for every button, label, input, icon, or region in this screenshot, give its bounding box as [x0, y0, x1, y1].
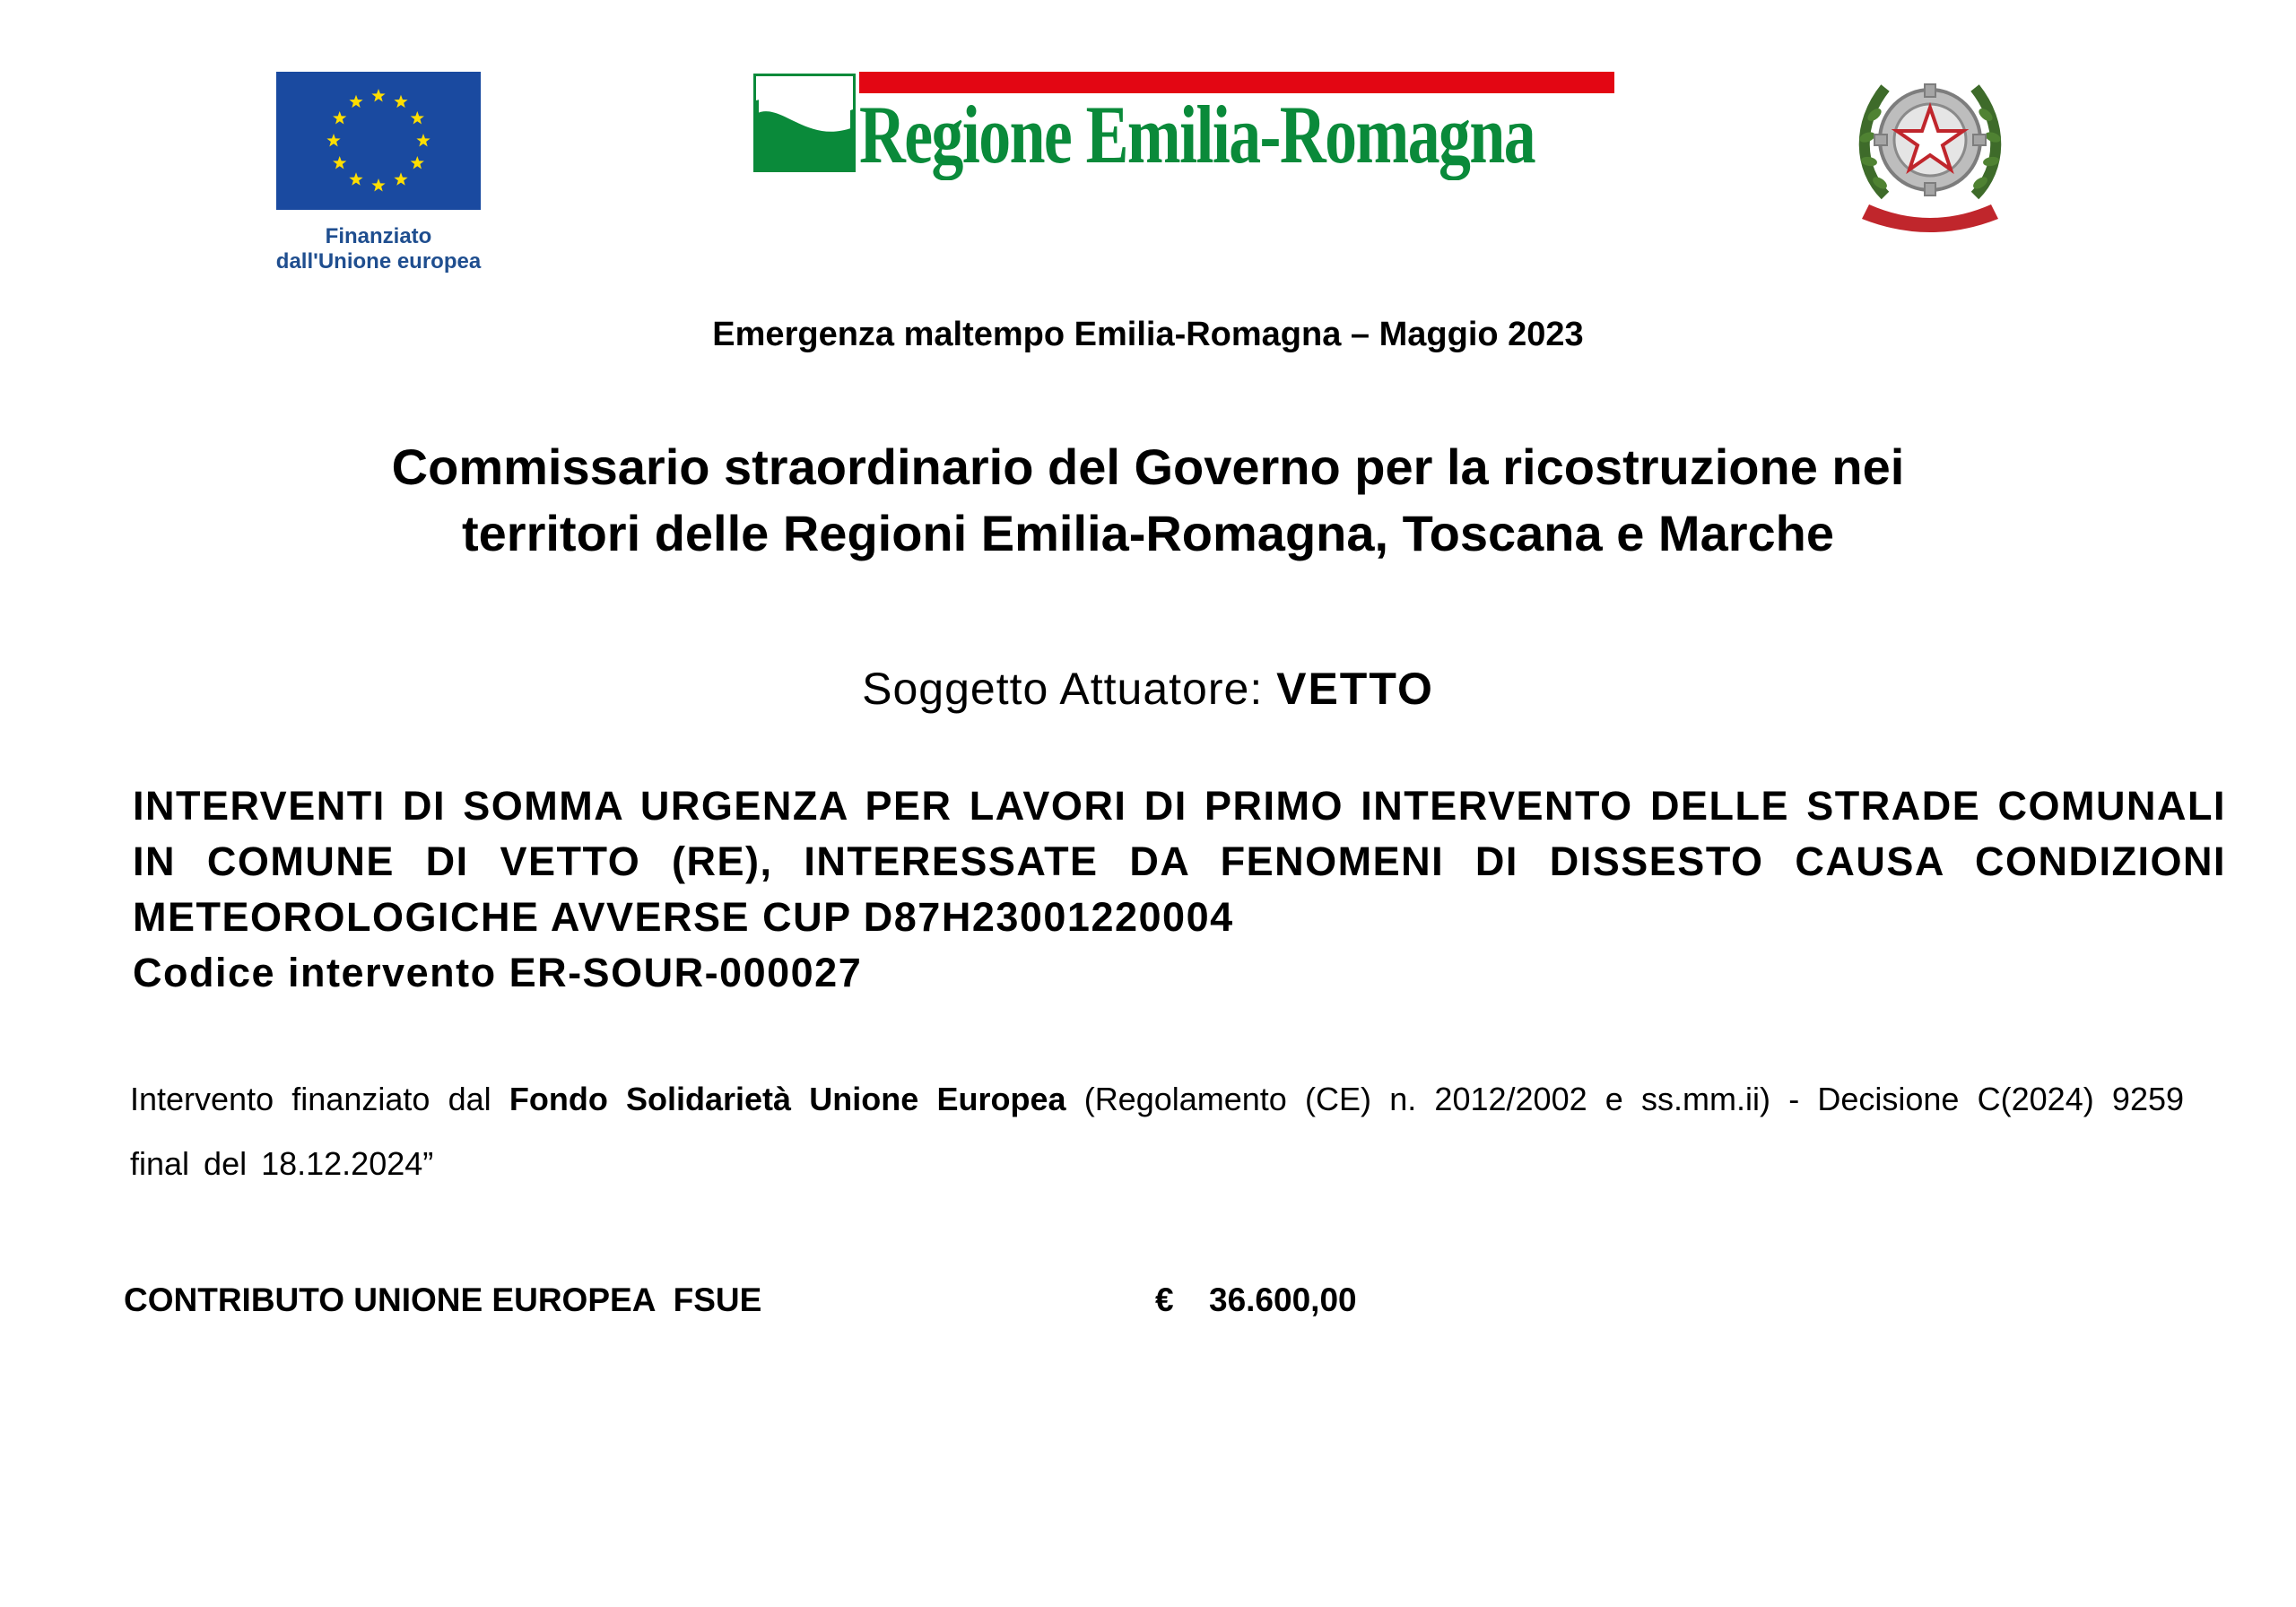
contributo-label: CONTRIBUTO UNIONE EUROPEA FSUE [124, 1281, 762, 1318]
regione-emilia-romagna-logo [753, 72, 1614, 179]
funding-paragraph [130, 1067, 2184, 1196]
region-name: Regione Emilia-Romagna [859, 89, 1535, 180]
interventi-text: INTERVENTI DI SOMMA URGENZA PER LAVORI DI PRIMO INTERVENTO DELLE STRADE COMUNALI IN COMUNE DI VETTO (RE), INTERESSATE DA FENOMENI DI DISSESTO CAUSA CONDIZIONI METEOROLOGICHE AVVERSE CUP D87H23001220004 [133, 783, 2226, 940]
soggetto-value: VETTO [1276, 664, 1434, 714]
funding-suffix: (Regolamento (CE) n. 2012/2002 e ss.mm.ii) - Decisione C(2024) 9259 final del 18.12.2024” [130, 1081, 2185, 1182]
soggetto-label: Soggetto Attuatore: [862, 664, 1277, 714]
document-title [269, 434, 2027, 567]
eu-caption [253, 224, 504, 274]
funding-prefix: Intervento finanziato dal [130, 1081, 509, 1117]
regione-emilia-romagna-mark-icon [753, 74, 856, 172]
interventi-description [133, 778, 2226, 1001]
eu-caption-line2: dall'Unione europea [275, 249, 482, 274]
document-subtitle: Emergenza maltempo Emilia-Romagna – Maggio 2023 [712, 316, 1584, 353]
title-line1: Commissario straordinario del Governo per la ricostruzione nei [391, 439, 1905, 495]
codice-intervento: Codice intervento ER-SOUR-000027 [133, 950, 863, 995]
eu-logo [253, 72, 504, 274]
contributo-amount: 36.600,00 [1209, 1281, 1357, 1318]
eu-flag-icon [276, 72, 481, 210]
repubblica-italiana-emblem-icon [1849, 61, 2011, 240]
title-line2: territori delle Regioni Emilia-Romagna, Toscana e Marche [461, 505, 1835, 561]
funding-fund-name: Fondo Solidarietà Unione Europea [509, 1081, 1066, 1117]
contributo-row [124, 1273, 1379, 1327]
eu-caption-line1: Finanziato [325, 224, 432, 248]
contributo-currency: € [1155, 1281, 1174, 1318]
soggetto-attuatore [0, 662, 2296, 716]
